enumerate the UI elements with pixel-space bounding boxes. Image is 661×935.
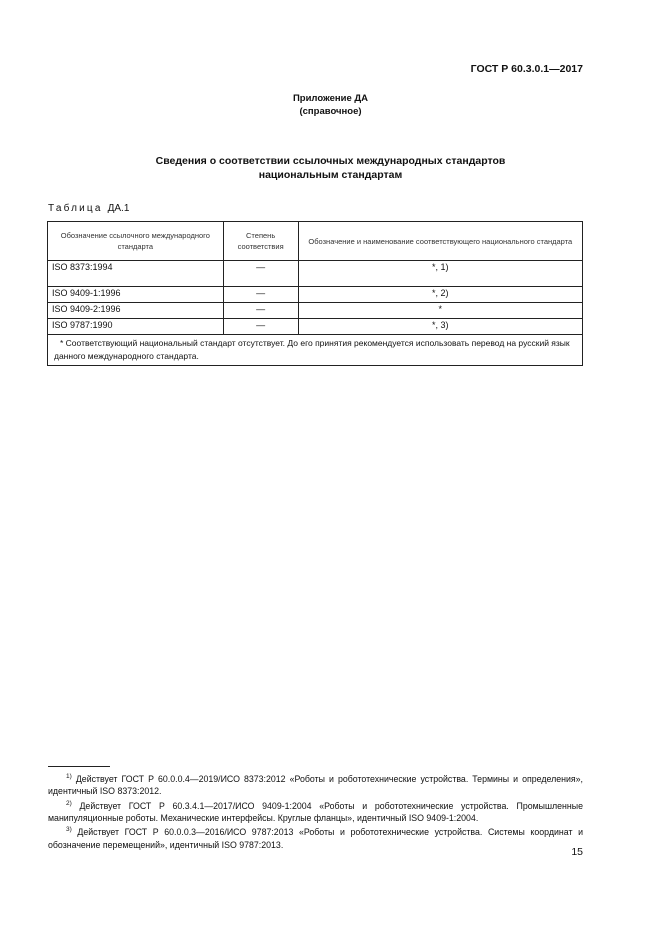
section-title-line2: национальным стандартам: [258, 169, 403, 181]
cell-standard: ISO 9409-1:1996: [48, 287, 224, 303]
annex-heading: [0, 92, 661, 118]
header-international-standard: Обозначение ссылочного международного стандарта: [48, 222, 224, 261]
cell-standard: ISO 8373:1994: [48, 261, 224, 287]
cell-standard: ISO 9409-2:1996: [48, 303, 224, 319]
header-degree-of-correspondence: Степень соответствия: [223, 222, 298, 261]
table-row: [48, 287, 583, 303]
footnote: [48, 824, 583, 851]
footnote-text: Действует ГОСТ Р 60.0.0.4—2019/ИСО 8373:2012 «Роботы и робототехнические устройства. Термины и определения», идентичный ISO 8373:2012.: [48, 773, 583, 797]
annex-subtitle: (справочное): [299, 106, 362, 117]
cell-standard: ISO 9787:1990: [48, 319, 224, 335]
cell-degree: —: [223, 303, 298, 319]
table-row: [48, 319, 583, 335]
page-number: 15: [571, 846, 583, 858]
section-title-line1: Сведения о соответствии ссылочных международных стандартов: [155, 155, 506, 167]
cell-national: *, 1): [298, 261, 582, 287]
cell-national: *, 2): [298, 287, 582, 303]
cell-national: *: [298, 303, 582, 319]
table-label-prefix: Таблица: [48, 203, 103, 214]
footnote-divider: [48, 766, 110, 767]
table-note-row: [48, 335, 583, 366]
cell-degree: —: [223, 287, 298, 303]
cell-degree: —: [223, 261, 298, 287]
document-id: ГОСТ Р 60.3.0.1—2017: [470, 63, 583, 75]
table-header-row: [48, 222, 583, 261]
footnote-text: Действует ГОСТ Р 60.3.4.1—2017/ИСО 9409-1:2004 «Роботы и робототехнические устройства. Промышленные манипуляционные роботы. Механические интерфейсы. Круглые фланцы», идентичный ISO 9409-1:2004.: [48, 800, 583, 824]
cell-national: *, 3): [298, 319, 582, 335]
annex-title: Приложение ДА: [292, 93, 369, 104]
section-title: [0, 154, 661, 182]
footnote-text: Действует ГОСТ Р 60.0.0.3—2016/ИСО 9787:2013 «Роботы и робототехнические устройства. Системы координат и обозначение перемещений», идентичный ISO 9787:2013.: [48, 827, 583, 850]
table-label-number: ДА.1: [107, 203, 130, 214]
table-row: [48, 303, 583, 319]
cell-degree: —: [223, 319, 298, 335]
footnote: [48, 798, 583, 825]
footnote-marker: 2): [66, 799, 72, 807]
table-note: * Соответствующий национальный стандарт отсутствует. До его принятия рекомендуется использовать перевод на русский язык данного международного стандарта.: [48, 335, 583, 366]
footnote: [48, 771, 583, 798]
header-national-standard: Обозначение и наименование соответствующего национального стандарта: [298, 222, 582, 261]
correspondence-table: [47, 221, 583, 366]
table-row: [48, 261, 583, 287]
footnote-marker: 1): [66, 773, 72, 780]
table-label: [48, 203, 129, 214]
footnote-marker: 3): [66, 826, 72, 834]
footnotes: [48, 771, 583, 851]
